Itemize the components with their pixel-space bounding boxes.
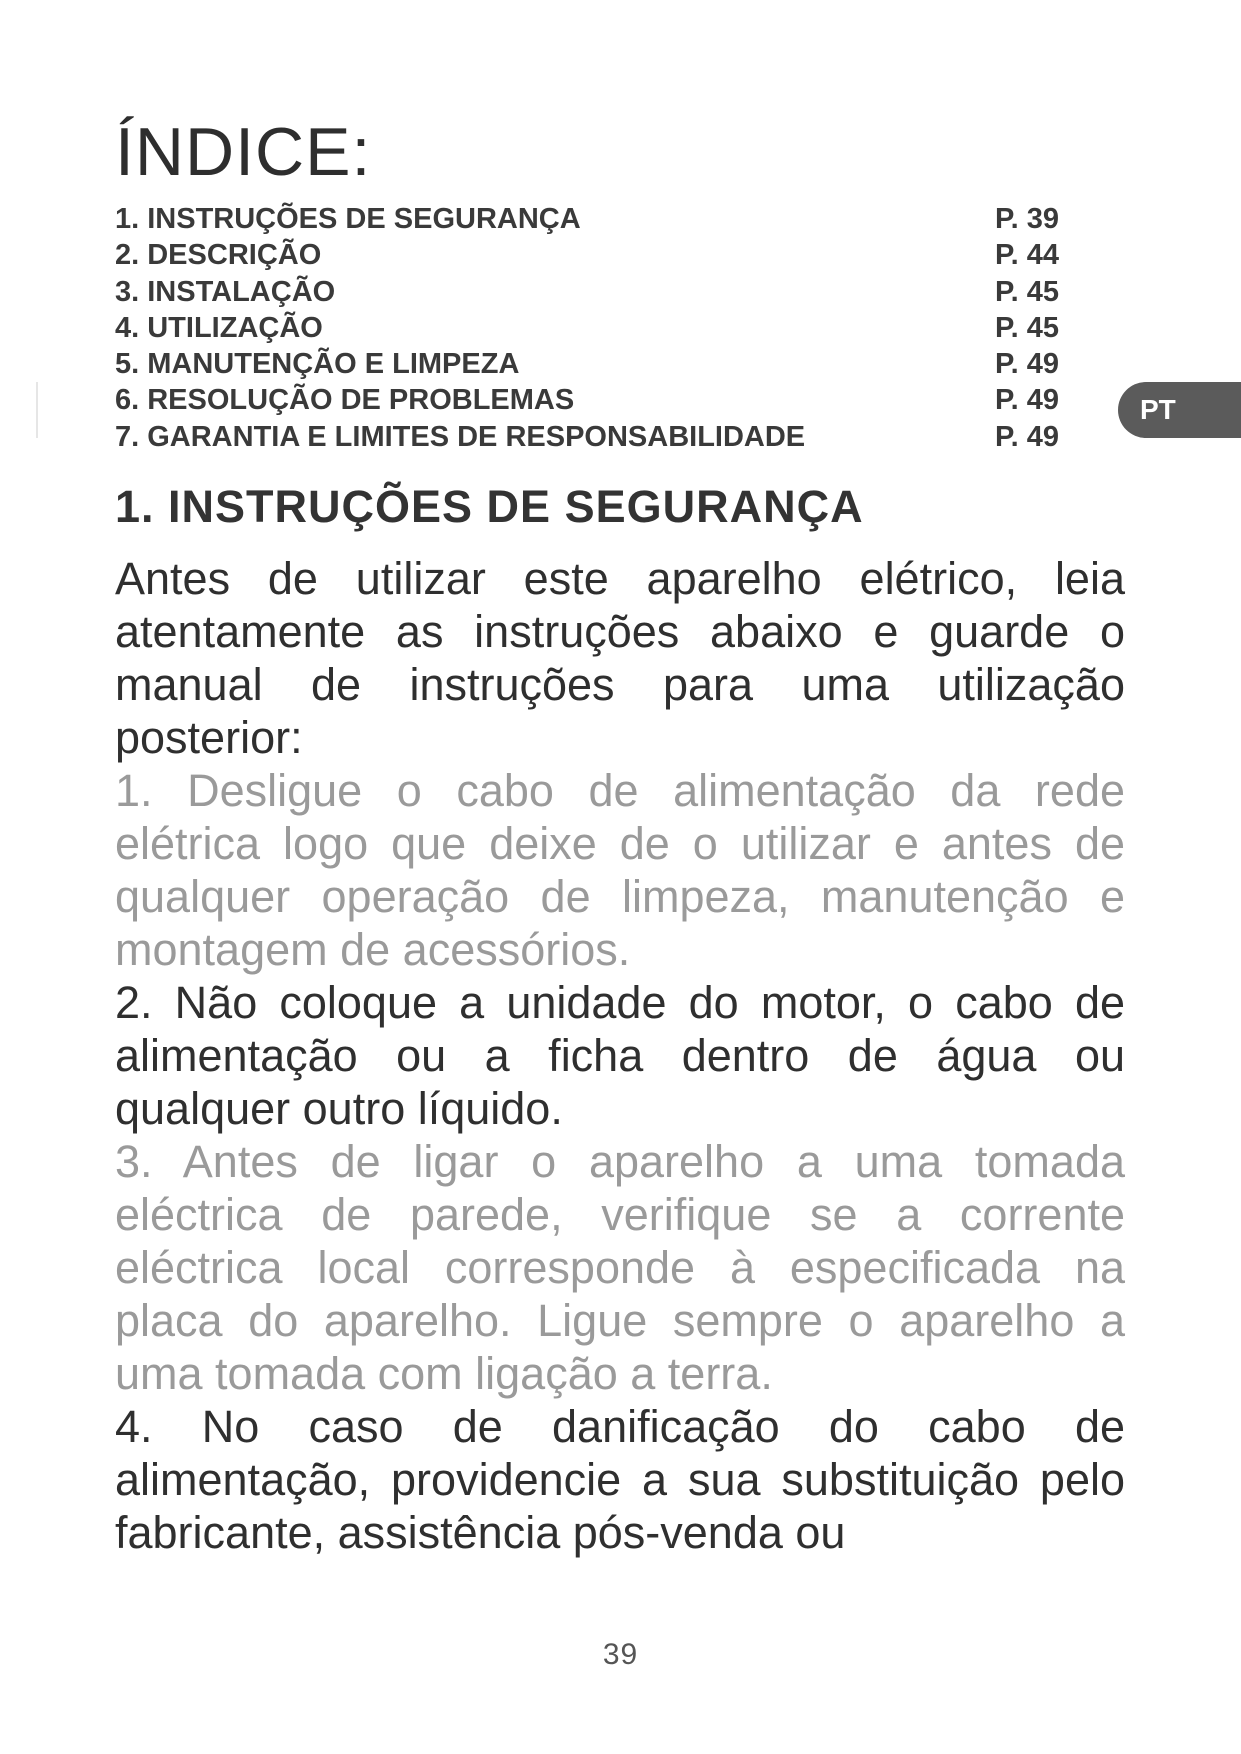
toc-item-label: 1. INSTRUÇÕES DE SEGURANÇA <box>115 203 581 235</box>
toc-item-page: P. 49 <box>995 348 1059 381</box>
toc-item-page: P. 49 <box>995 420 1059 453</box>
toc-item[interactable] <box>115 310 1065 346</box>
instruction-item-3: 3. Antes de ligar o aparelho a uma tomada eléctrica de parede, verifique se a corrente eléctrica local corresponde à especificada na placa do aparelho. Ligue sempre o aparelho a uma tomada com ligação a terra. <box>115 1136 1125 1399</box>
toc-item-label: 4. UTILIZAÇÃO <box>115 311 323 344</box>
toc-item-label: 6. RESOLUÇÃO DE PROBLEMAS <box>115 384 575 417</box>
toc-item[interactable] <box>115 237 1065 273</box>
section-body <box>115 552 1125 1559</box>
page-number: 39 <box>602 1638 639 1671</box>
toc-item-page: P. 45 <box>995 275 1059 308</box>
toc-item-page: P. 45 <box>995 311 1059 344</box>
index-title: ÍNDICE: <box>115 114 372 190</box>
section-heading: 1. INSTRUÇÕES DE SEGURANÇA <box>115 481 864 532</box>
toc-item-page: P. 49 <box>995 384 1059 417</box>
toc-item-page: P. 44 <box>995 239 1059 272</box>
toc-item-label: 3. INSTALAÇÃO <box>115 275 336 308</box>
toc-item[interactable] <box>115 201 1065 237</box>
instruction-item-2: 2. Não coloque a unidade do motor, o cabo de alimentação ou a ficha dentro de água ou qualquer outro líquido. <box>115 977 1125 1134</box>
instruction-item-4: 4. No caso de danificação do cabo de alimentação, providencie a sua substituição pelo fabricante, assistência pós-venda ou <box>115 1401 1125 1558</box>
table-of-contents <box>115 201 1065 455</box>
toc-item[interactable] <box>115 382 1065 418</box>
instruction-item-1: 1. Desligue o cabo de alimentação da rede elétrica logo que deixe de o utilizar e antes de qualquer operação de limpeza, manutenção e montagem de acessórios. <box>115 765 1125 975</box>
toc-item[interactable] <box>115 419 1065 455</box>
toc-item[interactable] <box>115 274 1065 310</box>
margin-divider <box>36 382 38 438</box>
toc-item-label: 2. DESCRIÇÃO <box>115 239 322 272</box>
language-tab: PT <box>1118 382 1241 438</box>
intro-paragraph: Antes de utilizar este aparelho elétrico, leia atentamente as instruções abaixo e guarde o manual de instruções para uma utilização posterior: <box>115 553 1125 763</box>
toc-item-label: 5. MANUTENÇÃO E LIMPEZA <box>115 348 520 381</box>
toc-item-label: 7. GARANTIA E LIMITES DE RESPONSABILIDADE <box>115 420 806 453</box>
toc-item-page: P. 39 <box>995 203 1059 235</box>
toc-item[interactable] <box>115 346 1065 382</box>
